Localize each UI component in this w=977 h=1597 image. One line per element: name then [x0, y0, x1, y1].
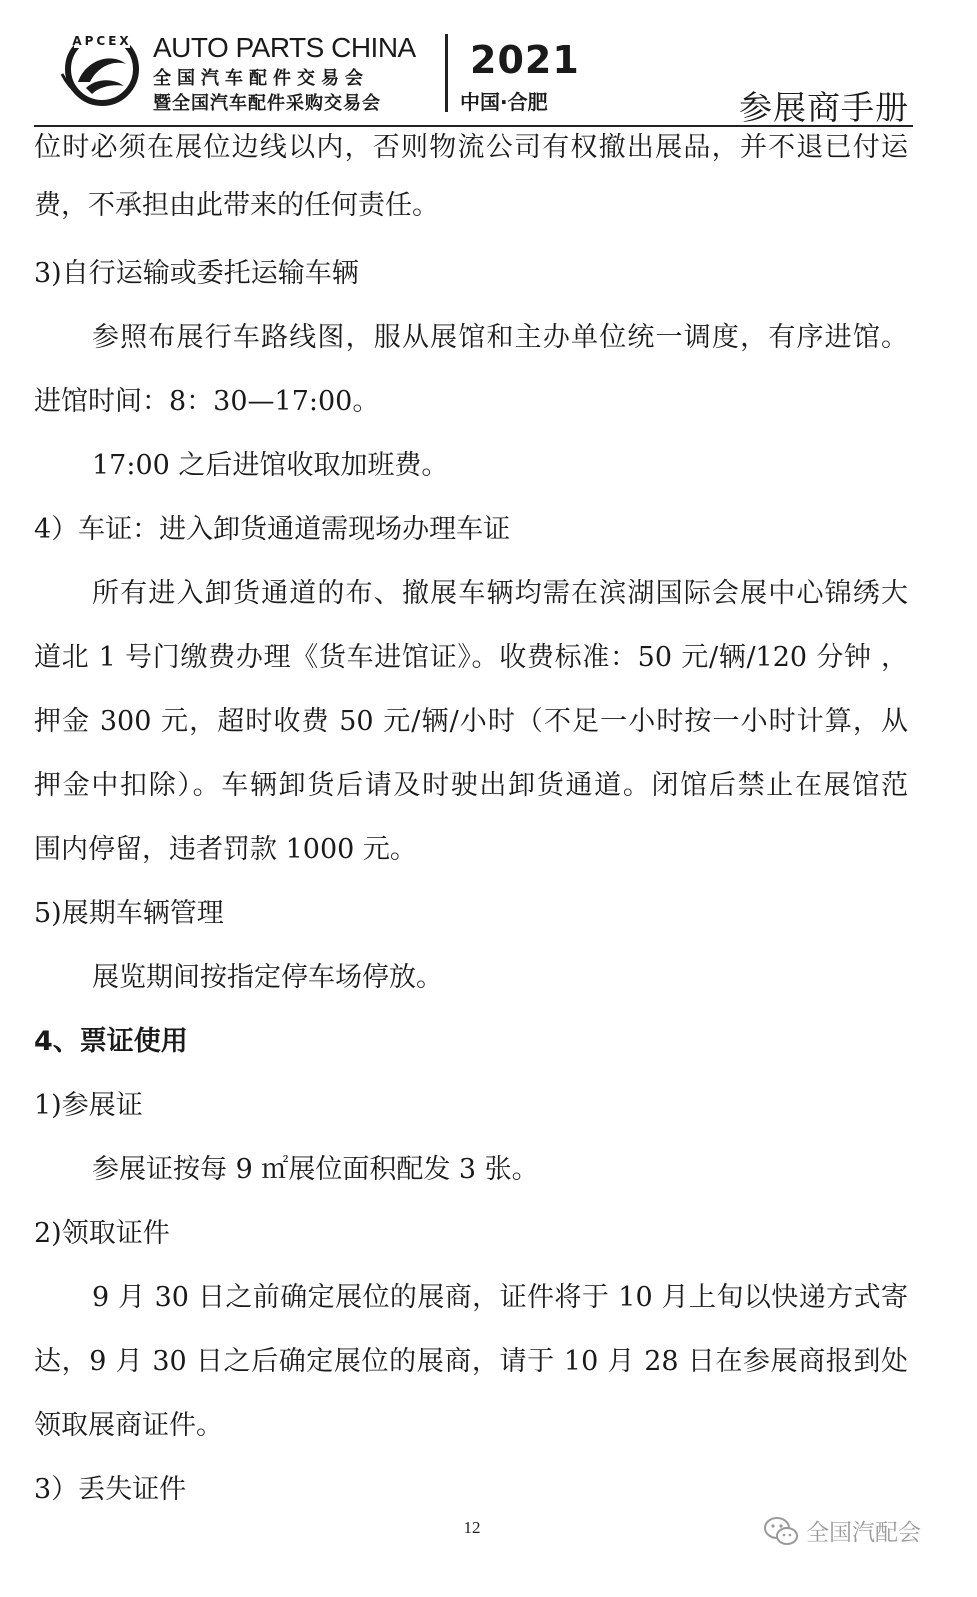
- manual-title: 参展商手册: [739, 88, 909, 127]
- paragraph-line: 参照布展行车路线图，服从展馆和主办单位统一调度，有序进馆。: [92, 322, 908, 353]
- svg-text:APCEX: APCEX: [72, 34, 132, 48]
- subsection-heading: 4）车证：进入卸货通道需现场办理车证: [34, 514, 511, 545]
- header-rule: [34, 125, 913, 127]
- header-divider: [445, 34, 448, 112]
- event-location: 中国·合肥: [460, 90, 548, 114]
- paragraph-line: 所有进入卸货通道的布、撤展车辆均需在滨湖国际会展中心锦绣大: [92, 578, 908, 609]
- page-number: 12: [463, 1518, 481, 1537]
- paragraph-line: 押金中扣除）。车辆卸货后请及时驶出卸货通道。闭馆后禁止在展馆范: [34, 770, 908, 801]
- brand-chinese-name: 全国汽车配件交易会: [153, 68, 369, 89]
- paragraph-line: 领取展商证件。: [34, 1410, 223, 1441]
- paragraph-line: 围内停留，违者罚款 1000 元。: [34, 834, 417, 865]
- paragraph-line: 9 月 30 日之前确定展位的展商，证件将于 10 月上旬以快递方式寄: [92, 1282, 908, 1313]
- paragraph-line: 位时必须在展位边线以内，否则物流公司有权撤出展品，并不退已付运: [34, 132, 908, 163]
- wechat-icon: [762, 1515, 800, 1547]
- section-heading: 4、票证使用: [34, 1026, 188, 1057]
- paragraph-line: 道北 1 号门缴费办理《货车进馆证》。收费标准：50 元/辆/120 分钟 ，: [34, 642, 908, 673]
- paragraph-line: 费，不承担由此带来的任何责任。: [34, 190, 439, 221]
- brand-english-name: AUTO PARTS CHINA: [153, 32, 416, 63]
- watermark: [762, 1514, 921, 1547]
- paragraph-line: 17:00 之后进馆收取加班费。: [92, 450, 449, 481]
- paragraph-line: 达，9 月 30 日之后确定展位的展商，请于 10 月 28 日在参展商报到处: [34, 1346, 908, 1377]
- subsection-heading: 1)参展证: [34, 1090, 143, 1121]
- apcex-logo: [56, 30, 148, 108]
- paragraph-line: 押金 300 元，超时收费 50 元/辆/小时（不足一小时按一小时计算，从: [34, 706, 908, 737]
- subsection-heading: 3)自行运输或委托运输车辆: [34, 258, 359, 289]
- subsection-heading: 2)领取证件: [34, 1218, 170, 1249]
- paragraph-line: 进馆时间：8：30—17:00。: [34, 386, 380, 417]
- paragraph-line: 参展证按每 9 ㎡展位面积配发 3 张。: [92, 1154, 539, 1185]
- subsection-heading: 3）丢失证件: [34, 1474, 187, 1505]
- paragraph-line: 展览期间按指定停车场停放。: [92, 962, 443, 993]
- event-year: 2021: [470, 38, 580, 82]
- brand-chinese-subname: 暨全国汽车配件采购交易会: [153, 93, 381, 114]
- watermark-text: 全国汽配会: [806, 1520, 921, 1546]
- subsection-heading: 5)展期车辆管理: [34, 898, 224, 929]
